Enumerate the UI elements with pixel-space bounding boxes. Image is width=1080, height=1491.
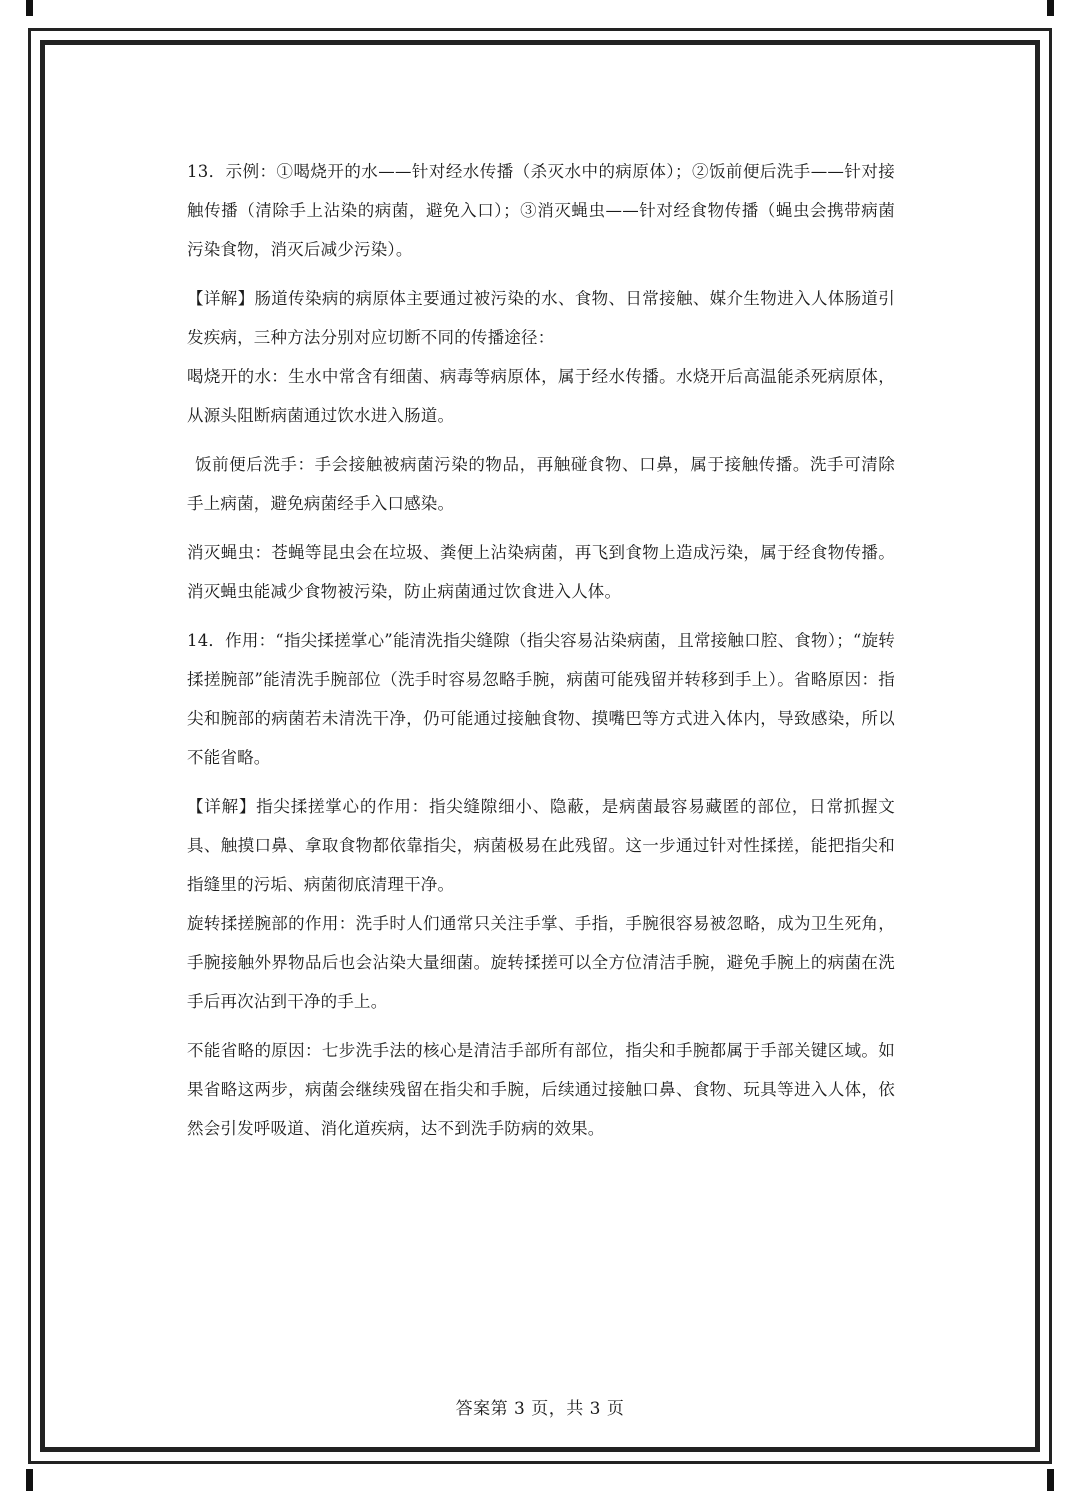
q14-answer: 14．作用：“指尖揉搓掌心”能清洗指尖缝隙（指尖容易沾染病菌，且常接触口腔、食物）；“旋转揉搓腕部”能清洗手腕部位（洗手时容易忽略手腕，病菌可能残留并转移到手上）。省略原因：指尖和腕部的病菌若未清洗干净，仍可能通过接触食物、摸嘴巴等方式进入体内，导致感染，所以不能省略。 — [187, 631, 895, 767]
q14-point-reason: 不能省略的原因：七步洗手法的核心是清洁手部所有部位，指尖和手腕都属于手部关键区域。如果省略这两步，病菌会继续残留在指尖和手腕，后续通过接触口鼻、食物、玩具等进入人体，依然会引发呼吸道、消化道疾病，达不到洗手防病的效果。 — [187, 1041, 895, 1138]
q14-point-wrist: 旋转揉搓腕部的作用：洗手时人们通常只关注手掌、手指，手腕很容易被忽略，成为卫生死角，手腕接触外界物品后也会沾染大量细菌。旋转揉搓可以全方位清洁手腕，避免手腕上的病菌在洗手后再次沾到干净的手上。 — [187, 914, 895, 1011]
corner-mark-top-right — [1047, 0, 1054, 16]
q13-point-kill-flies: 消灭蝇虫：苍蝇等昆虫会在垃圾、粪便上沾染病菌，再飞到食物上造成污染，属于经食物传播。消灭蝇虫能减少食物被污染，防止病菌通过饮食进入人体。 — [187, 543, 895, 601]
q13-answer: 13．示例：①喝烧开的水——针对经水传播（杀灭水中的病原体）；②饭前便后洗手——针对接触传播（清除手上沾染的病菌，避免入口）；③消灭蝇虫——针对经食物传播（蝇虫会携带病菌污染食物，消灭后减少污染）。 — [187, 162, 895, 259]
q13-detail: 【详解】肠道传染病的病原体主要通过被污染的水、食物、日常接触、媒介生物进入人体肠道引发疾病，三种方法分别对应切断不同的传播途径： — [187, 289, 895, 347]
q13-point-hand-washing: 饭前便后洗手：手会接触被病菌污染的物品，再触碰食物、口鼻，属于接触传播。洗手可清除手上病菌，避免病菌经手入口感染。 — [187, 455, 895, 513]
corner-mark-bottom-right — [1047, 1469, 1054, 1491]
answer-content — [187, 152, 895, 1158]
q14-detail: 【详解】指尖揉搓掌心的作用：指尖缝隙细小、隐蔽，是病菌最容易藏匿的部位，日常抓握文具、触摸口鼻、拿取食物都依靠指尖，病菌极易在此残留。这一步通过针对性揉搓，能把指尖和指缝里的污垢、病菌彻底清理干净。 — [187, 797, 895, 894]
q13-point-boiled-water: 喝烧开的水：生水中常含有细菌、病毒等病原体，属于经水传播。水烧开后高温能杀死病原体，从源头阻断病菌通过饮水进入肠道。 — [187, 367, 895, 425]
corner-mark-bottom-left — [26, 1469, 33, 1491]
corner-mark-top-left — [26, 0, 33, 16]
page-footer: 答案第 3 页，共 3 页 — [455, 1399, 625, 1419]
